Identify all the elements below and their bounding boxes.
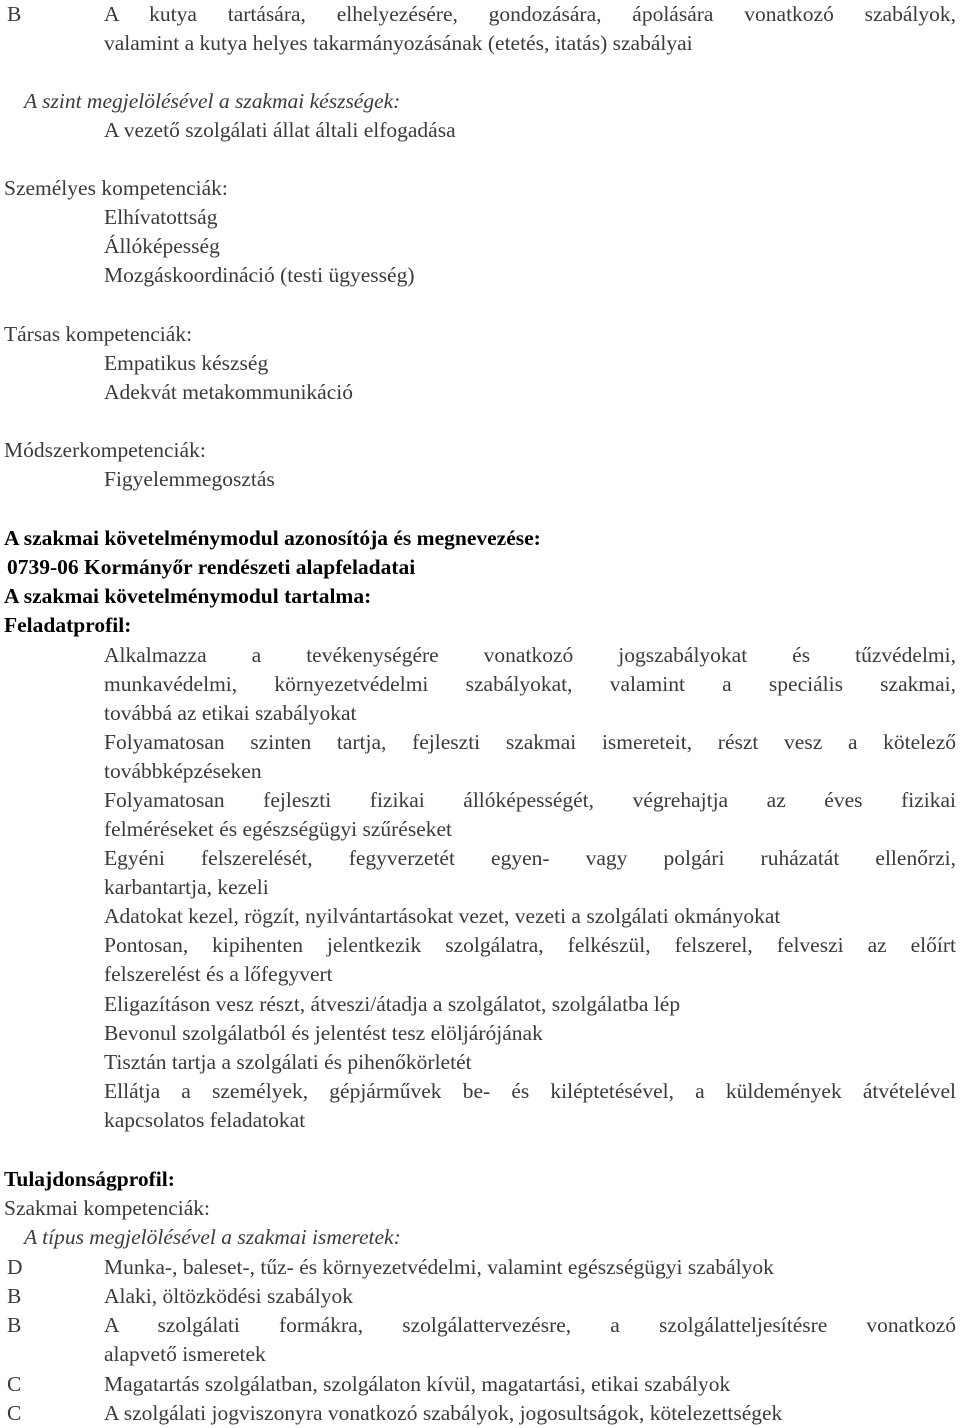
knowledge-item-line: alapvető ismeretek [104, 1342, 266, 1366]
module-id-value: 0739-06 Kormányőr rendészeti alapfeladatai [7, 555, 416, 579]
knowledge-type-letter: D [7, 1255, 23, 1279]
task-line: Egyéni felszerelését, fegyverzetét egyen- vagy polgári ruházatát ellenőrzi, [104, 846, 956, 870]
knowledge-item-line: A szolgálati jogviszonyra vonatkozó szabályok, jogosultságok, kötelezettségek [104, 1401, 783, 1425]
task-line: karbantartja, kezeli [104, 875, 269, 899]
task-line: Folyamatosan fejleszti fizikai állóképességét, végrehajtja az éves fizikai [104, 788, 956, 812]
knowledge-item-line: Munka-, baleset-, tűz- és környezetvédelmi, valamint egészségügyi szabályok [104, 1255, 774, 1279]
knowledge-type-letter: B [7, 1313, 22, 1337]
knowledge-type-letter: C [7, 1401, 22, 1425]
personal-competency-item: Állóképesség [104, 234, 220, 258]
social-competency-item: Adekvát metakommunikáció [104, 380, 353, 404]
task-line: felméréseket és egészségügyi szűréseket [104, 817, 453, 841]
task-line: Ellátja a személyek, gépjárművek be- és kiléptetésével, a küldemények átvételével [104, 1079, 956, 1103]
knowledge-item-line: Magatartás szolgálatban, szolgálaton kívül, magatartási, etikai szabályok [104, 1372, 731, 1396]
task-line: Bevonul szolgálatból és jelentést tesz elöljárójának [104, 1021, 543, 1045]
knowledge-heading: A típus megjelölésével a szakmai ismeretek: [24, 1225, 401, 1249]
knowledge-type-letter: C [7, 1372, 22, 1396]
task-line: munkavédelmi, környezetvédelmi szabályokat, valamint a speciális szakmai, [104, 672, 956, 696]
task-line: Alkalmazza a tevékenységére vonatkozó jogszabályokat és tűzvédelmi, [104, 643, 956, 667]
intro-type-letter: B [7, 2, 22, 26]
personal-competency-item: Elhívatottság [104, 205, 218, 229]
module-id-heading: A szakmai követelménymodul azonosítója és megnevezése: [4, 526, 541, 550]
task-line: továbbképzéseken [104, 759, 262, 783]
method-competencies-heading: Módszerkompetenciák: [4, 438, 206, 462]
skills-heading: A szint megjelölésével a szakmai készségek: [24, 89, 401, 113]
knowledge-item-line: A szolgálati formákra, szolgálattervezésre, a szolgálatteljesítésre vonatkozó [104, 1313, 956, 1337]
social-competency-item: Empatikus készség [104, 351, 269, 375]
task-line: kapcsolatos feladatokat [104, 1108, 306, 1132]
professional-competencies-heading: Szakmai kompetenciák: [4, 1196, 210, 1220]
task-line: felszerelést és a lőfegyvert [104, 962, 333, 986]
task-line: Adatokat kezel, rögzít, nyilvántartásokat vezet, vezeti a szolgálati okmányokat [104, 904, 781, 928]
intro-item-line: A kutya tartására, elhelyezésére, gondozására, ápolására vonatkozó szabályok, [104, 2, 956, 26]
method-competency-item: Figyelemmegosztás [104, 467, 275, 491]
task-line: Eligazításon vesz részt, átveszi/átadja a szolgálatot, szolgálatba lép [104, 992, 681, 1016]
task-line: továbbá az etikai szabályokat [104, 701, 357, 725]
task-line: Pontosan, kipihenten jelentkezik szolgálatra, felkészül, felszerel, felveszi az előírt [104, 933, 956, 957]
knowledge-item-line: Alaki, öltözködési szabályok [104, 1284, 353, 1308]
intro-item-line: valamint a kutya helyes takarmányozásának (etetés, itatás) szabályai [104, 31, 693, 55]
skill-item: A vezető szolgálati állat általi elfogadása [104, 118, 456, 142]
personal-competency-item: Mozgáskoordináció (testi ügyesség) [104, 263, 415, 287]
task-profile-heading: Feladatprofil: [4, 613, 132, 637]
module-content-heading: A szakmai követelménymodul tartalma: [4, 584, 372, 608]
personal-competencies-heading: Személyes kompetenciák: [4, 176, 228, 200]
property-profile-heading: Tulajdonságprofil: [4, 1167, 175, 1191]
task-line: Folyamatosan szinten tartja, fejleszti szakmai ismereteit, részt vesz a kötelező [104, 730, 956, 754]
social-competencies-heading: Társas kompetenciák: [4, 322, 193, 346]
knowledge-type-letter: B [7, 1284, 22, 1308]
task-line: Tisztán tartja a szolgálati és pihenőkörletét [104, 1050, 472, 1074]
